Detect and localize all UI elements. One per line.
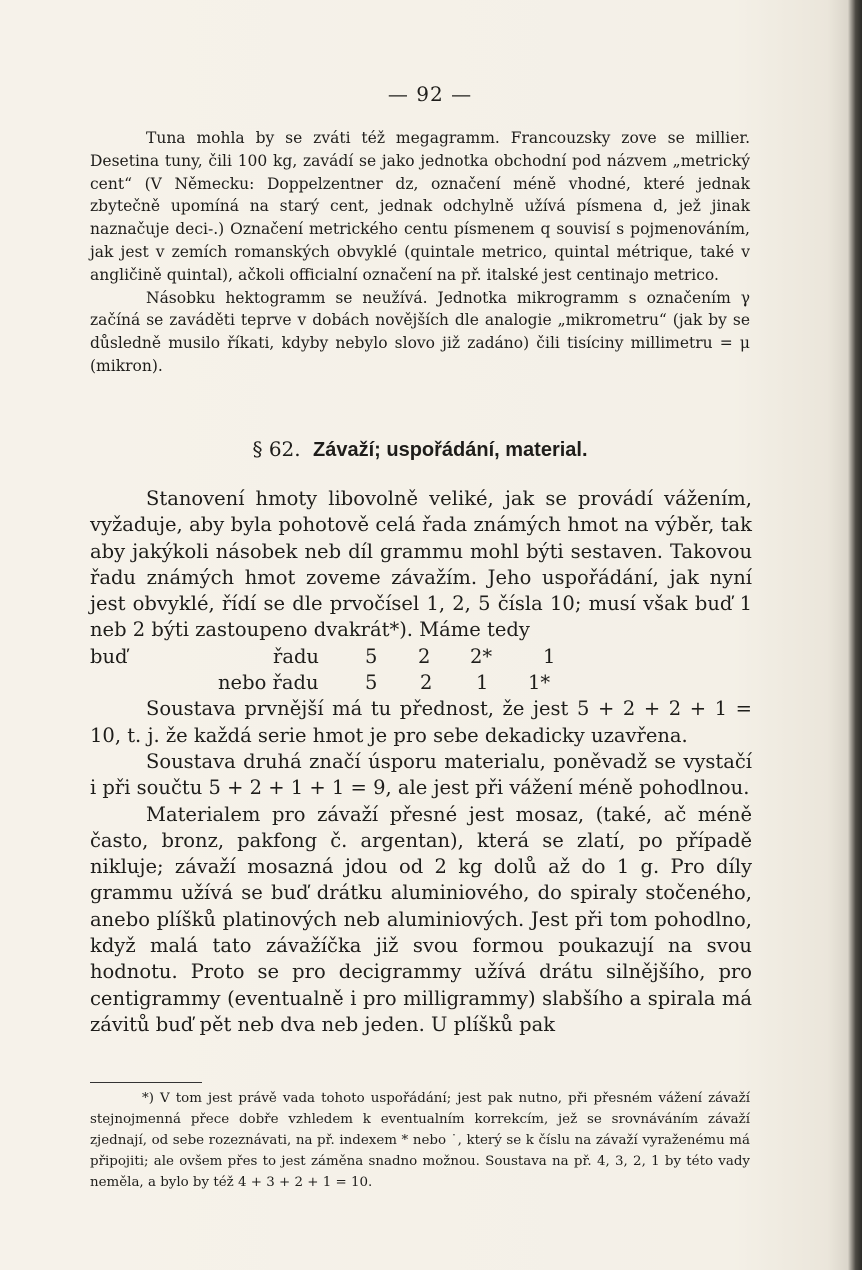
series-lead: buď <box>90 644 128 668</box>
paragraph-material: Materialem pro závaží přesné jest mosaz, (také, ač méně často, bronz, pakfong č. argentan), která se zlatí, po případě nikluje; závaží mosazná jdou od 2 kg dolů až do 1 g. Pro díly grammu užívá se buď drátku aluminiového, do spiraly stočeného, anebo plíšků platinových neb aluminiových. Jest při tom pohodlno, když malá tato závažíčka již svou formou poukazují na svou hodnotu. Proto se pro decigrammy užívá drátu silnějšího, pro centigrammy (eventualně i pro milligrammy) slabšího a spirala má závitů buď pět neb dva neb jeden. U plíšků pak <box>90 802 752 1036</box>
series-value: 1 <box>543 644 556 668</box>
series-value: 5 <box>365 671 378 695</box>
paragraph-nasobky: Násobku hektogramm se neužívá. Jednotka mikrogramm s označením γ začíná se zaváděti teprve v dobách novějších dle analogie „mikrometru“ (jak by se důsledně musilo říkati, kdyby nebylo slovo již zadáno) čili tisíciny millimetru = μ (mikron). <box>90 288 750 375</box>
section-heading <box>90 437 750 462</box>
series-value: 2* <box>470 644 493 668</box>
intro-small-text <box>90 127 750 378</box>
series-value: 2 <box>418 644 431 668</box>
footnote-text: *) V tom jest právě vada tohoto uspořádání; jest pak nutno, při přesném vážení závaží stejnojmenná přece dobře vzhledem k eventualním korrekcím, jež se srovnáváním závaží zjednají, od sebe rozeznávati, na př. indexem * nebo ˙, který se k číslu na závaží vyraženému má připojiti; ale ovšem přes to jest záměna snadno možnou. Soustava na př. 4, 3, 2, 1 by této vady neměla, a bylo by též 4 + 3 + 2 + 1 = 10. <box>90 1091 750 1190</box>
series-row-2 <box>90 670 752 696</box>
series-value: 1 <box>476 671 489 695</box>
main-text <box>90 486 752 1038</box>
section-number: § 62. <box>252 437 301 461</box>
page-number: — 92 — <box>387 82 473 106</box>
series-label: nebo řadu <box>218 671 319 695</box>
series-value: 5 <box>365 644 378 668</box>
paragraph-tuna: Tuna mohla by se zváti též megagramm. Francouzsky zove se millier. Desetina tuny, čili 100 kg, zavádí se jako jednotka obchodní pod názvem „metrický cent“ (V Německu: Doppelzentner dz, označení méně vhodné, které jednak zbytečně upomíná na starý cent, jednak odchylně užívá písmena d, jež jinak naznačuje deci-.) Označení metrického centu písmenem q souvisí s pojmenováním, jak jest v zemích romanských obvyklé (quintale metrico, quintal métrique, také v angličině quintal), ačkoli officialní označení na př. italské jest centinajo metrico. <box>90 129 750 284</box>
paragraph-soustava-prvnejsi: Soustava prvnější má tu přednost, že jest 5 + 2 + 2 + 1 = 10, t. j. že každá serie hmot je pro sebe dekadicky uzavřena. <box>90 697 752 747</box>
series-value: 2 <box>420 671 433 695</box>
series-row-1 <box>90 644 752 670</box>
footnote-rule <box>90 1082 202 1083</box>
page-binding-edge <box>848 0 862 1270</box>
paragraph-soustava-druha: Soustava druhá značí úsporu materialu, poněvadž se vystačí i při součtu 5 + 2 + 1 + 1 = 9, ale jest při vážení méně pohodlnou. <box>90 749 752 800</box>
series-label: řadu <box>273 644 319 668</box>
series-value: 1* <box>528 671 551 695</box>
paragraph-stanoveni: Stanovení hmoty libovolně veliké, jak se provádí vážením, vyžaduje, aby byla pohotově celá řada známých hmot na výběr, tak aby jakýkoli násobek neb díl grammu mohl býti sestaven. Takovou řadu známých hmot zoveme závažím. Jeho uspořádání, jak nyní jest obvyklé, řídí se dle prvočísel 1, 2, 5 čísla 10; musí však buď 1 neb 2 býti zastoupeno dvakrát*). Máme tedy <box>90 487 752 642</box>
footnote <box>90 1088 750 1193</box>
section-title: Závaží; uspořádání, material. <box>313 439 588 461</box>
